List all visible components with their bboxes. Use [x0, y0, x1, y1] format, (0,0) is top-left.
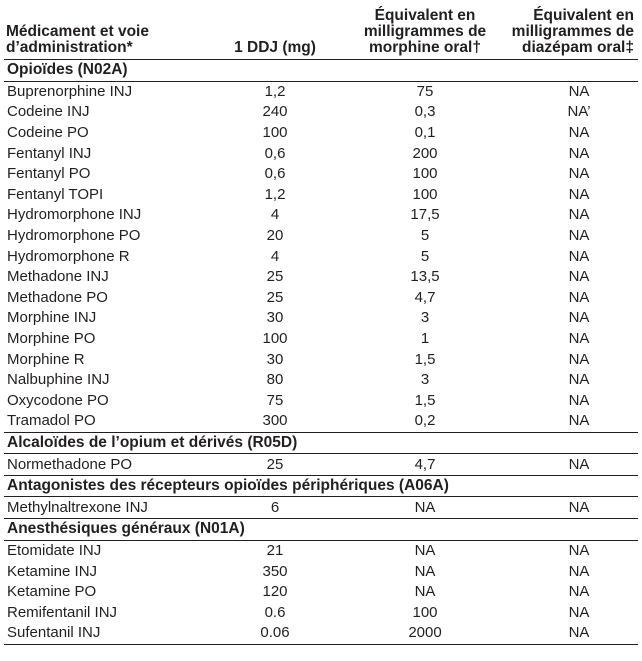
- ddj-cell: 25: [266, 455, 284, 473]
- morphine-equivalent-cell: 0,3: [414, 103, 436, 121]
- diazepam-equivalent-cell: NA’: [567, 103, 591, 121]
- drug-name-cell: Hydromorphone PO: [7, 227, 141, 245]
- ddj-cell: 100: [262, 330, 288, 348]
- drug-name-cell: Morphine R: [7, 350, 85, 368]
- morphine-equivalent-cell: 17,5: [410, 206, 440, 224]
- morphine-equivalent-cell: 3: [420, 309, 430, 327]
- ddj-cell: 6: [270, 498, 280, 516]
- drug-name-cell: Codeine INJ: [7, 103, 90, 121]
- drug-name-cell: Methylnaltrexone INJ: [7, 498, 148, 516]
- table-row: [4, 246, 638, 267]
- diazepam-equivalent-cell: NA: [568, 583, 590, 601]
- header-row: [4, 0, 638, 60]
- drug-name-cell: Codeine PO: [7, 124, 89, 142]
- diazepam-equivalent-cell: NA: [568, 309, 590, 327]
- table-row: [4, 497, 638, 519]
- drug-name-cell: Oxycodone PO: [7, 391, 109, 409]
- morphine-equivalent-cell: 4,7: [414, 455, 436, 473]
- drug-name-cell: Hydromorphone INJ: [7, 206, 142, 224]
- group-title: Antagonistes des récepteurs opioïdes périphériques (A06A): [4, 475, 638, 497]
- table-row: [4, 454, 638, 476]
- table-row: [4, 185, 638, 206]
- group-header-row: [4, 475, 638, 497]
- table-row: [4, 123, 638, 144]
- table-row: [4, 602, 638, 623]
- header-diazepam-equivalent: Équivalent en milligrammes de diazépam oral‡: [500, 0, 638, 60]
- table-row: [4, 102, 638, 123]
- diazepam-equivalent-cell: NA: [500, 623, 638, 644]
- table-row: [4, 391, 638, 412]
- table-row: [4, 205, 638, 226]
- drug-name-cell: Morphine PO: [7, 330, 96, 348]
- diazepam-equivalent-cell: NA: [568, 268, 590, 286]
- morphine-equivalent-cell: 2000: [350, 623, 500, 644]
- morphine-equivalent-cell: 5: [420, 247, 430, 265]
- ddj-cell: 75: [266, 391, 284, 409]
- morphine-equivalent-cell: 5: [420, 227, 430, 245]
- morphine-equivalent-cell: 100: [412, 185, 438, 203]
- morphine-equivalent-cell: 75: [416, 82, 434, 100]
- morphine-equivalent-cell: 4,7: [414, 288, 436, 306]
- morphine-equivalent-cell: 1,5: [414, 350, 436, 368]
- ddj-cell: 4: [270, 206, 280, 224]
- table-row: [4, 370, 638, 391]
- table-row: [4, 288, 638, 309]
- drug-name-cell: Nalbuphine INJ: [7, 371, 110, 389]
- diazepam-equivalent-cell: NA: [568, 185, 590, 203]
- drug-name-cell: Fentanyl TOPI: [7, 185, 104, 203]
- ddj-cell: 25: [266, 288, 284, 306]
- table-row: [4, 267, 638, 288]
- diazepam-equivalent-cell: NA: [568, 562, 590, 580]
- diazepam-equivalent-cell: NA: [568, 455, 590, 473]
- diazepam-equivalent-cell: NA: [568, 165, 590, 183]
- morphine-equivalent-cell: NA: [414, 541, 436, 559]
- morphine-equivalent-cell: 1,5: [414, 391, 436, 409]
- header-drug-route: Médicament et voie d’administration*: [4, 0, 220, 60]
- diazepam-equivalent-cell: NA: [568, 82, 590, 100]
- table-row: [4, 329, 638, 350]
- group-title: Anesthésiques généraux (N01A): [4, 519, 638, 541]
- drug-name-cell: Ketamine PO: [7, 583, 97, 601]
- ddj-cell: 100: [262, 124, 288, 142]
- ddj-cell: 20: [266, 227, 284, 245]
- diazepam-equivalent-cell: NA: [568, 603, 590, 621]
- table-row: [4, 143, 638, 164]
- morphine-equivalent-cell: NA: [414, 583, 436, 601]
- ddj-cell: 350: [262, 562, 288, 580]
- table-row: [4, 308, 638, 329]
- diazepam-equivalent-cell: NA: [568, 124, 590, 142]
- ddj-cell: 25: [266, 268, 284, 286]
- morphine-equivalent-cell: 100: [412, 603, 438, 621]
- table-row: [4, 411, 638, 432]
- ddj-cell: 0.6: [264, 603, 286, 621]
- diazepam-equivalent-cell: NA: [568, 330, 590, 348]
- morphine-equivalent-cell: 0,1: [414, 124, 436, 142]
- drug-name-cell: Fentanyl INJ: [7, 144, 92, 162]
- ddj-cell: 0.06: [220, 623, 350, 644]
- drug-name-cell: Etomidate INJ: [7, 541, 102, 559]
- morphine-equivalent-cell: 100: [412, 165, 438, 183]
- table-row: [4, 226, 638, 247]
- group-header-row: [4, 519, 638, 541]
- drug-name-cell: Normethadone PO: [7, 455, 133, 473]
- header-morphine-equivalent: Équivalent en milligrammes de morphine oral†: [350, 0, 500, 60]
- drug-name-cell: Buprenorphine INJ: [7, 82, 133, 100]
- diazepam-equivalent-cell: NA: [568, 541, 590, 559]
- diazepam-equivalent-cell: NA: [568, 288, 590, 306]
- table-body: [4, 60, 638, 645]
- ddj-cell: 120: [262, 583, 288, 601]
- diazepam-equivalent-cell: NA: [568, 498, 590, 516]
- table-row: [4, 81, 638, 102]
- ddj-cell: 30: [266, 309, 284, 327]
- group-header-row: [4, 432, 638, 454]
- table-row: [4, 582, 638, 603]
- morphine-equivalent-cell: 0,2: [414, 412, 436, 430]
- group-title: Alcaloïdes de l’opium et dérivés (R05D): [4, 432, 638, 454]
- ddj-cell: 30: [266, 350, 284, 368]
- morphine-equivalent-cell: NA: [414, 562, 436, 580]
- table-row: [4, 561, 638, 582]
- drug-name-cell: Remifentanil INJ: [7, 603, 118, 621]
- morphine-equivalent-cell: 200: [412, 144, 438, 162]
- ddj-cell: 80: [266, 371, 284, 389]
- morphine-equivalent-cell: NA: [414, 498, 436, 516]
- ddj-cell: 4: [270, 247, 280, 265]
- drug-name-cell: Sufentanil INJ: [4, 623, 220, 644]
- morphine-equivalent-cell: 13,5: [410, 268, 440, 286]
- ddj-cell: 21: [266, 541, 284, 559]
- table-row: [4, 623, 638, 644]
- drug-name-cell: Hydromorphone R: [7, 247, 130, 265]
- diazepam-equivalent-cell: NA: [568, 371, 590, 389]
- drug-name-cell: Morphine INJ: [7, 309, 97, 327]
- ddj-cell: 300: [262, 412, 288, 430]
- ddj-cell: 0,6: [264, 144, 286, 162]
- table-row: [4, 540, 638, 561]
- diazepam-equivalent-cell: NA: [568, 144, 590, 162]
- group-title: Opioïdes (N02A): [4, 60, 638, 82]
- ddj-cell: 0,6: [264, 165, 286, 183]
- group-header-row: [4, 60, 638, 82]
- table-header: [4, 0, 638, 60]
- header-ddj: 1 DDJ (mg): [220, 0, 350, 60]
- diazepam-equivalent-cell: NA: [568, 350, 590, 368]
- drug-name-cell: Tramadol PO: [7, 412, 96, 430]
- table-row: [4, 349, 638, 370]
- drug-name-cell: Ketamine INJ: [7, 562, 98, 580]
- drug-name-cell: Methadone INJ: [7, 268, 109, 286]
- diazepam-equivalent-cell: NA: [568, 247, 590, 265]
- morphine-equivalent-cell: 3: [420, 371, 430, 389]
- drug-name-cell: Methadone PO: [7, 288, 108, 306]
- diazepam-equivalent-cell: NA: [568, 391, 590, 409]
- diazepam-equivalent-cell: NA: [568, 206, 590, 224]
- ddj-cell: 1,2: [264, 82, 286, 100]
- drug-name-cell: Fentanyl PO: [7, 165, 91, 183]
- drug-equivalence-table: [4, 0, 638, 645]
- ddj-cell: 1,2: [264, 185, 286, 203]
- diazepam-equivalent-cell: NA: [568, 227, 590, 245]
- diazepam-equivalent-cell: NA: [568, 412, 590, 430]
- table-row: [4, 164, 638, 185]
- morphine-equivalent-cell: 1: [420, 330, 430, 348]
- ddj-cell: 240: [262, 103, 288, 121]
